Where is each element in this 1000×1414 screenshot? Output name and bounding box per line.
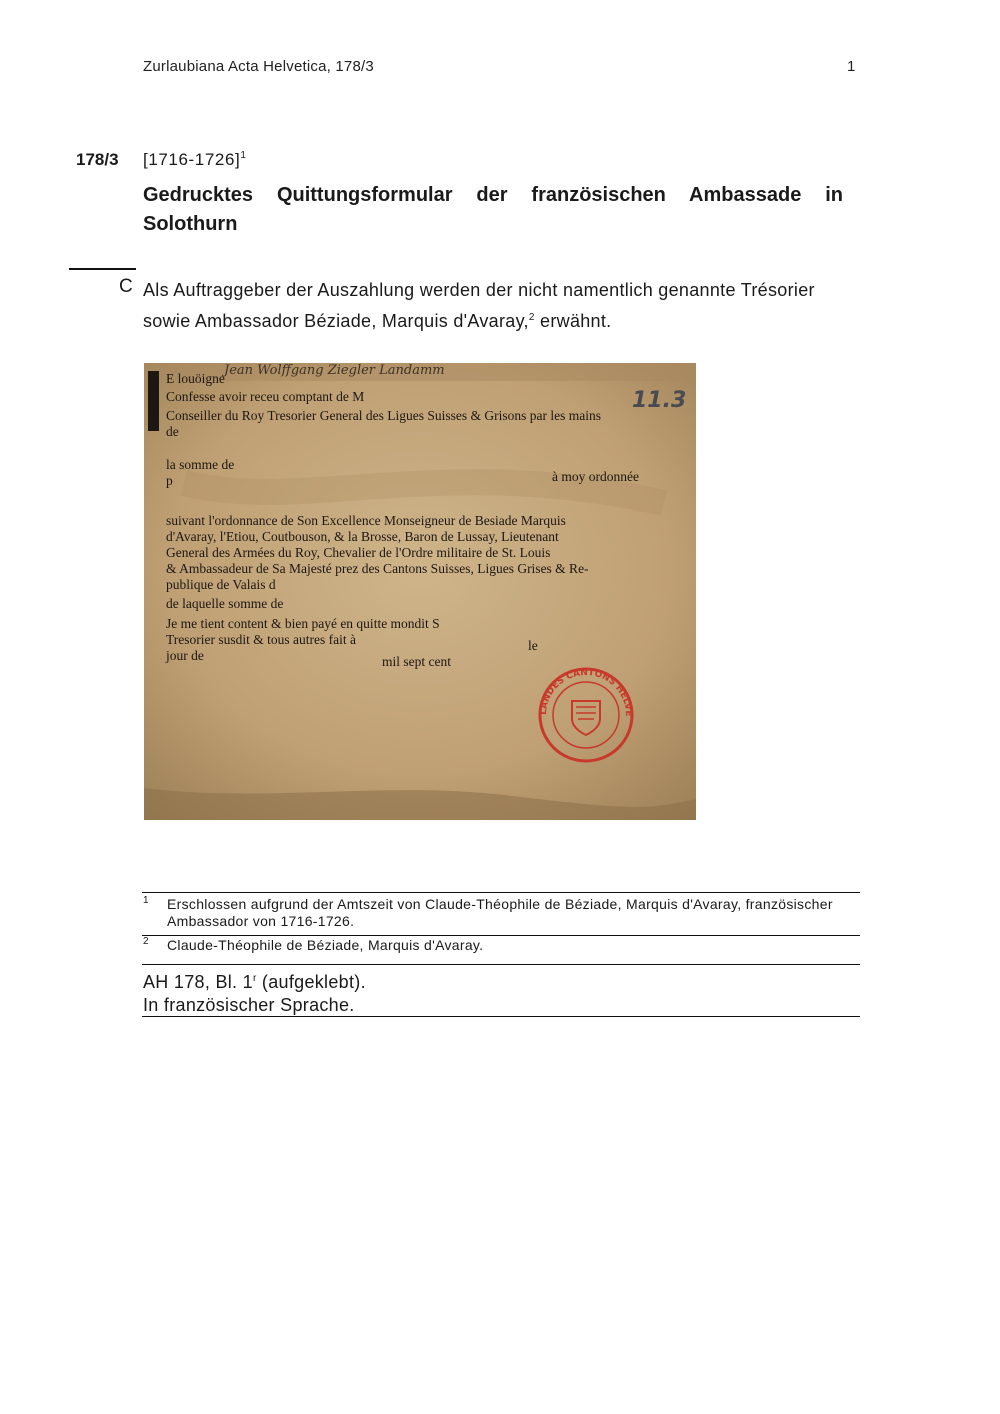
scan-line: mil sept cent <box>382 654 451 669</box>
folio-mark: 11.3 <box>632 388 687 413</box>
source-rule-bottom <box>142 1016 860 1017</box>
source-detail: (aufgeklebt). <box>256 972 366 992</box>
scan-line: à moy ordonnée <box>552 469 639 484</box>
recto-mark: r <box>252 973 257 984</box>
scan-line: Confesse avoir receu comptant de M <box>166 389 365 404</box>
summary-text: Als Auftraggeber der Auszahlung werden der nicht namentlich genannte Trésorier sowie Ambassador Béziade, Marquis d'Avaray, <box>143 280 815 331</box>
footnote-number: 1 <box>143 895 149 906</box>
footnote-ref-1: 1 <box>240 150 247 161</box>
scan-line: Conseiller du Roy Tresorier General des Ligues Suisses & Grisons par les mains <box>166 408 601 423</box>
document-title: Gedrucktes Quittungsformular der französischen Ambassade in Solothurn <box>143 184 843 235</box>
document-scan-image <box>144 363 696 820</box>
seal-text: LANDES CANTONS HELVE <box>538 667 634 717</box>
page-number: 1 <box>847 58 856 75</box>
scan-line: E louöigne <box>166 371 225 386</box>
scan-line: jour de <box>166 648 204 663</box>
scan-line: publique de Valais d <box>166 577 276 592</box>
pencil-annotation: Jean Wolffgang Ziegler Landamm <box>224 363 445 378</box>
scan-line: de <box>166 424 179 439</box>
scan-line: General des Armées du Roy, Chevalier de l'Ordre militaire de St. Louis <box>166 545 551 560</box>
source-shelfmark: AH 178, Bl. 1 <box>143 972 253 992</box>
source-note <box>143 967 366 1017</box>
running-head: Zurlaubiana Acta Helvetica, 178/3 <box>143 58 374 75</box>
scan-line: de laquelle somme de <box>166 596 284 611</box>
initial-letter <box>148 371 159 431</box>
scan-line: Tresorier susdit & tous autres fait à <box>166 632 356 647</box>
footnote-text: Claude-Théophile de Béziade, Marquis d'Avaray. <box>167 937 484 953</box>
document-number: 178/3 <box>76 150 119 169</box>
scan-line: Je me tient content & bien payé en quitte mondit S <box>166 616 440 631</box>
footnote-text: Erschlossen aufgrund der Amtszeit von Claude-Théophile de Béziade, Marquis d'Avaray, französischer Ambassador von 1716-1726. <box>167 896 833 929</box>
footnote-ref-2: 2 <box>528 312 535 323</box>
source-line-1 <box>143 967 366 994</box>
scan-line: d'Avaray, l'Etiou, Coutbouson, & la Brosse, Baron de Lussay, Lieutenant <box>166 529 559 544</box>
scan-line: suivant l'ordonnance de Son Excellence Monseigneur de Besiade Marquis <box>166 513 566 528</box>
summary-paragraph <box>143 276 863 335</box>
scan-line: le <box>528 638 538 653</box>
scan-line: p <box>166 473 173 488</box>
date-text: [1716-1726] <box>143 150 241 169</box>
footnote-rule <box>142 935 860 936</box>
summary-text-end: erwähnt. <box>534 311 612 331</box>
source-line-2: In französischer Sprache. <box>143 995 355 1015</box>
footnote-number: 2 <box>143 936 149 947</box>
category-rule <box>69 268 136 270</box>
document-date <box>143 150 247 170</box>
scan-line: la somme de <box>166 457 235 472</box>
category-mark: C <box>119 276 133 297</box>
footnote-rule <box>142 892 860 893</box>
source-rule-top <box>142 964 860 965</box>
scan-line: & Ambassadeur de Sa Majesté prez des Cantons Suisses, Ligues Grises & Re- <box>166 561 589 576</box>
